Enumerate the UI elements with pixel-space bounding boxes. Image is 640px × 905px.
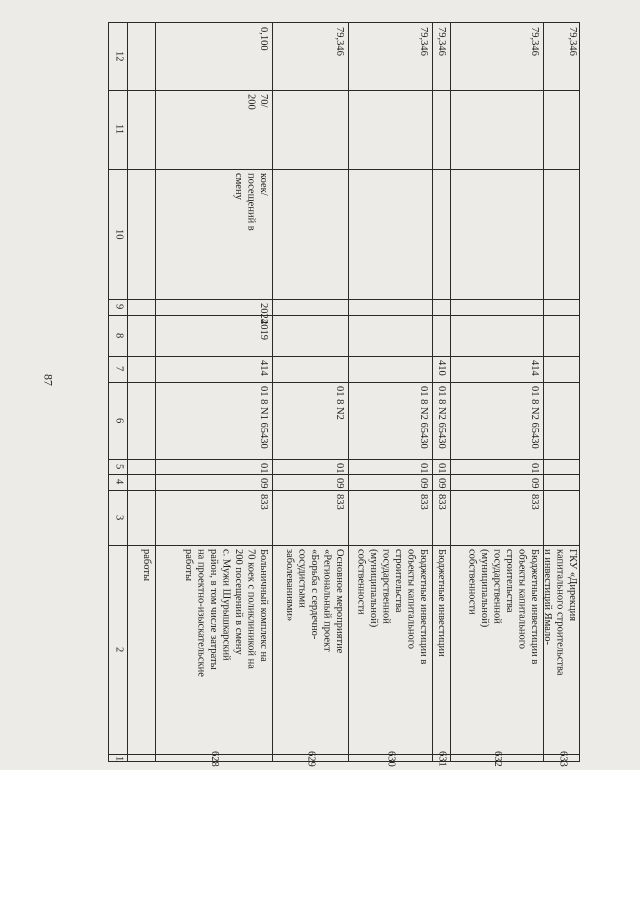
cell-c3 <box>433 491 449 544</box>
cell-c7 <box>451 357 542 381</box>
cell-c11-text: 70/ 200 <box>245 94 269 110</box>
cell-c5 <box>273 460 347 473</box>
cell-c12-text: 79,346 <box>567 27 578 56</box>
header-cell-10-text: 10 <box>113 228 125 240</box>
cell-c10 <box>156 170 271 298</box>
cell-c3-text: 833 <box>529 494 540 510</box>
row-number-text: 630 <box>385 750 397 767</box>
row-name <box>433 546 449 753</box>
header-cell-5 <box>110 460 126 473</box>
row-name-text: Бюджетные инвестиции <box>436 549 447 657</box>
cell-c12-text: 79,346 <box>529 27 540 56</box>
cell-c7-text: 410 <box>436 360 447 376</box>
row-name-text: Бюджетные инвестиции в объекты капитального строительства государственной (муниципальной) собственности <box>355 549 429 665</box>
row-number-text: 632 <box>491 750 503 767</box>
cell-c12 <box>349 24 431 89</box>
row-name-text: Бюджетные инвестиции в объекты капитального строительства государственной (муниципальной) собственности <box>466 549 540 665</box>
cell-c4 <box>156 475 271 489</box>
header-cell-11-text: 11 <box>113 124 125 135</box>
cell-c7-text: 414 <box>529 360 540 376</box>
cell-c12 <box>544 24 580 89</box>
cell-c7-text: 414 <box>258 360 269 376</box>
cell-c4-text: 09 <box>258 478 269 489</box>
header-cell-1-text: 1 <box>113 755 125 762</box>
cell-c12-text: 0,100 <box>258 27 269 51</box>
cell-c3-text: 833 <box>334 494 345 510</box>
cell-c5 <box>451 460 542 473</box>
header-cell-9-text: 9 <box>113 304 125 310</box>
cell-c10-text: коек/ посещений в смену <box>233 173 269 231</box>
row-number-text: 633 <box>557 750 569 767</box>
cell-c12 <box>451 24 542 89</box>
cell-c4-text: 09 <box>436 478 447 489</box>
cell-c6-text: 01 8 N2 <box>334 386 345 420</box>
cell-c5-text: 01 <box>529 463 540 474</box>
header-cell-4-text: 4 <box>113 479 125 485</box>
cell-c3 <box>156 491 271 544</box>
cell-c4 <box>273 475 347 489</box>
row-name-text: ГКУ «Дирекция капитального строительства и инвестиций Ямало- <box>542 549 578 676</box>
page-number: 87 <box>41 374 56 386</box>
cell-c6-text: 01 8 N2 65430 <box>529 386 540 449</box>
cell-c6 <box>433 383 449 458</box>
cell-c5-text: 01 <box>258 463 269 474</box>
cell-c5-text: 01 <box>418 463 429 474</box>
cell-c8-text: 2019 <box>258 319 269 340</box>
cell-c6-text: 01 8 N2 65430 <box>436 386 447 449</box>
header-cell-8-text: 8 <box>113 332 125 339</box>
header-cell-11 <box>110 91 126 168</box>
row-number <box>273 750 347 767</box>
cell-c9-text: 2024 <box>258 303 269 324</box>
row-name <box>544 546 580 753</box>
row-number <box>156 750 271 767</box>
cell-c8 <box>156 316 271 355</box>
header-cell-8 <box>110 316 126 355</box>
cell-c5 <box>433 460 449 473</box>
cell-c3 <box>451 491 542 544</box>
cell-c9 <box>156 300 271 324</box>
cell-c3-text: 833 <box>258 494 269 510</box>
header-cell-2 <box>110 546 126 753</box>
header-cell-5-text: 5 <box>113 463 125 470</box>
cell-c6 <box>273 383 347 458</box>
cell-c3 <box>273 491 347 544</box>
cell-c4 <box>349 475 431 489</box>
header-cell-9 <box>110 300 126 314</box>
row-name <box>451 546 542 753</box>
budget-table <box>108 22 580 767</box>
row-number-text: 631 <box>436 750 448 767</box>
header-cell-12-text: 12 <box>113 51 125 62</box>
cell-c5 <box>156 460 271 473</box>
row-name <box>156 546 271 753</box>
cell-c6 <box>451 383 542 458</box>
cell-c4 <box>451 475 542 489</box>
header-cell-3-text: 3 <box>113 514 125 521</box>
cell-c7 <box>433 357 449 381</box>
cell-c4-text: 09 <box>334 478 345 489</box>
row-number-text: 628 <box>208 750 220 767</box>
cell-c6-text: 01 8 N2 65430 <box>418 386 429 449</box>
cell-c3-text: 833 <box>436 494 447 510</box>
header-cell-6 <box>110 383 126 458</box>
cell-c12 <box>156 24 271 89</box>
header-cell-3 <box>110 491 126 544</box>
cell-c6-text: 01 8 N1 65430 <box>258 386 269 449</box>
cell-c4-text: 09 <box>529 478 540 489</box>
row-name-text: Основное мероприятие «Региональный проект «Борьба с сердечно- сосудистыми заболеваниями» <box>284 549 345 654</box>
cell-c12 <box>273 24 347 89</box>
header-cell-4 <box>110 475 126 489</box>
row-number-text: 629 <box>305 750 317 767</box>
cell-c5-text: 01 <box>334 463 345 474</box>
header-cell-10 <box>110 170 126 298</box>
cell-c12-text: 79,346 <box>418 27 429 56</box>
cell-c4 <box>433 475 449 489</box>
cell-c6 <box>156 383 271 458</box>
cell-c3 <box>349 491 431 544</box>
row-number <box>451 750 542 767</box>
cell-c5 <box>349 460 431 473</box>
row-number <box>544 750 580 767</box>
header-cell-2-text: 2 <box>113 646 125 653</box>
cell-c12-text: 79,346 <box>334 27 345 56</box>
header-cell-7 <box>110 357 126 381</box>
header-cell-6-text: 6 <box>113 417 125 424</box>
row-name-text: Больничный комплекс на 70 коек с поликлиникой на 200 посещений в смену с. Мужи Шурышкарский район, в том числе затраты на проектно-изыскательские работы <box>183 549 269 677</box>
header-cell-12 <box>110 24 126 89</box>
cell-c6 <box>349 383 431 458</box>
cell-c4-text: 09 <box>418 478 429 489</box>
cell-c12-text: 79,346 <box>436 27 447 56</box>
cell-c12 <box>433 24 449 89</box>
cell-c11 <box>156 91 271 168</box>
row-number <box>433 750 449 767</box>
row-number <box>349 750 431 767</box>
cell-c7 <box>156 357 271 381</box>
header-cell-1 <box>110 755 126 762</box>
row-name <box>349 546 431 753</box>
header-cell-7-text: 7 <box>113 366 125 372</box>
continuation-name-text: работы <box>141 549 152 582</box>
row-name <box>273 546 347 753</box>
continuation-name <box>128 546 154 753</box>
cell-c3-text: 833 <box>418 494 429 510</box>
cell-c5-text: 01 <box>436 463 447 474</box>
